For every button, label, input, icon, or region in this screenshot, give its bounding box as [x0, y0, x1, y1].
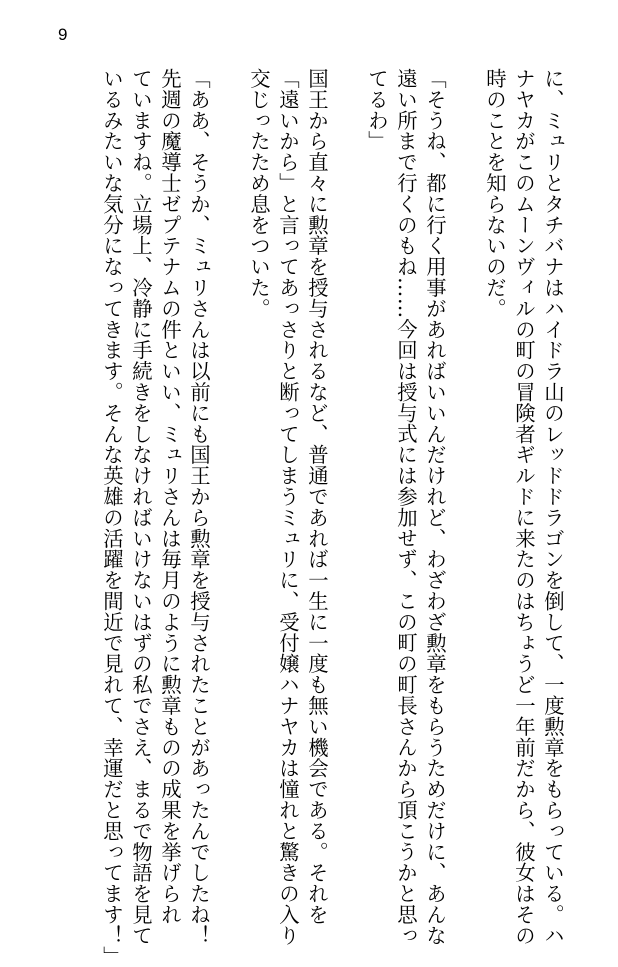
text-line: ていますね。立場上、冷静に手続きをしなければいけないはずの私でさえ、まるで物語を見て [129, 68, 153, 946]
text-line: 遠い所まで行くのもね……今回は授与式には参加せず、この町の町長さんから頂こうかと思っ [394, 68, 418, 946]
text-line: 交じったため息をついた。 [247, 68, 271, 319]
text-line: に、ミュリとタチバナはハイドラ山のレッドドラゴンを倒して、一度勲章をもらっている。ハ [541, 68, 565, 946]
page-number: 9 [58, 25, 68, 44]
text-line-blank [333, 68, 361, 844]
text-line: 「そうね、都に行く用事があればいいんだけれど、わざわざ勲章をもらうためだけに、あんな [423, 68, 447, 946]
text-line: 時のことを知らないのだ。 [483, 68, 507, 319]
text-line: てるわ」 [365, 68, 389, 152]
text-body [47, 68, 567, 967]
text-line: 「ああ、そうか、ミュリさんは以前にも国王から勲章を授与されたことがあったんでしたね！ [187, 68, 211, 946]
text-line-blank [215, 68, 243, 844]
text-line-blank [450, 68, 478, 844]
text-line: 国王から直々に勲章を授与されるなど、普通であれば一生に一度も無い機会である。それを [305, 68, 329, 925]
text-line: 先週の魔導士ゼプテナムの件といい、ミュリさんは毎月のように勲章ものの成果を挙げられ [158, 68, 182, 925]
text-line: 「遠いから」と言ってあっさりと断ってしまうミュリに、受付嬢ハナヤカは憧れと驚きの入り [276, 68, 300, 946]
text-line: いるみたいな気分になってきます。そんな英雄の活躍を間近で見れて、幸運だと思ってます！」 [100, 68, 124, 967]
text-line: ナヤカがこのムーンヴィルの町の冒険者ギルドに来たのはちょうど一年前だから、彼女はその [512, 68, 536, 946]
